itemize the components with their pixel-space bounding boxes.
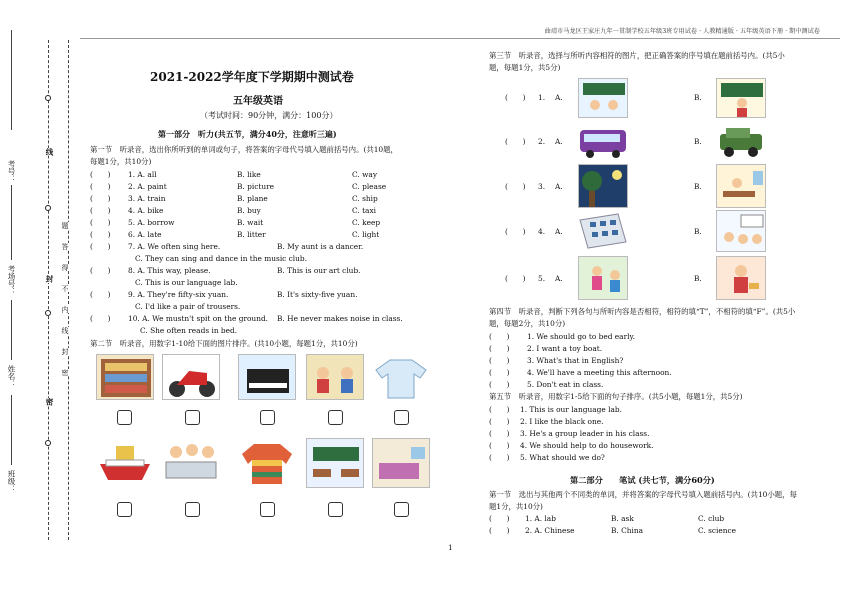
- bus-picture: [578, 124, 628, 160]
- cut-line: [48, 40, 49, 540]
- exam-title: 2021-2022学年度下学期期中测试卷: [150, 70, 354, 84]
- piano-picture: [238, 354, 296, 400]
- answer-bracket[interactable]: ( ): [505, 93, 526, 102]
- inner-char: 答: [61, 243, 69, 250]
- option-c: C. They can sing and dance in the music club.: [135, 254, 308, 263]
- order-box[interactable]: [260, 502, 275, 517]
- sentence: 2. I like the black one.: [520, 417, 604, 426]
- option-b: B. picture: [237, 182, 275, 191]
- ship-picture: [96, 438, 154, 488]
- answer-bracket[interactable]: ( ): [489, 526, 510, 535]
- meeting-picture: [716, 210, 766, 252]
- statement: 4. We'll have a meeting this afternoon.: [527, 368, 672, 377]
- sentence: 3. He's a group leader in his class.: [520, 429, 650, 438]
- teacher-picture: [716, 78, 766, 118]
- statement: 5. Don't eat in class.: [527, 380, 604, 389]
- option-c: C. taxi: [352, 206, 376, 215]
- header-divider: [80, 38, 840, 39]
- option-a: 4. A. bike: [128, 206, 164, 215]
- sentence: 1. This is our language lab.: [520, 405, 622, 414]
- option-c: C. way: [352, 170, 377, 179]
- inner-char: 不: [61, 285, 69, 292]
- eating-picture: [716, 256, 766, 300]
- option-a: A.: [555, 182, 563, 191]
- option-a: 5. A. borrow: [128, 218, 175, 227]
- option-a: A.: [555, 93, 563, 102]
- order-box[interactable]: [117, 410, 132, 425]
- order-box[interactable]: [328, 502, 343, 517]
- option-b: B. It's sixty-five yuan.: [277, 290, 358, 299]
- answer-bracket[interactable]: ( ): [505, 182, 526, 191]
- option-b: B. My aunt is a dancer.: [277, 242, 364, 251]
- answer-bracket[interactable]: ( ): [505, 227, 526, 236]
- binding-hole: [45, 310, 51, 316]
- answer-bracket[interactable]: ( ): [90, 182, 111, 191]
- item-number: 3.: [538, 182, 546, 191]
- option-a: 9. A. They're fifty-six yuan.: [128, 290, 229, 299]
- exam-subtitle: 五年级英语: [233, 96, 283, 107]
- name-underline: [11, 300, 12, 360]
- part1-heading: 第一部分 听力(共五节，满分40分，注意听三遍): [158, 129, 337, 139]
- page-number: 1: [448, 543, 453, 552]
- inner-char: 得: [61, 264, 69, 271]
- motorbike-picture: [162, 354, 220, 400]
- item-number: 2.: [538, 137, 546, 146]
- option-c: C. ship: [352, 194, 378, 203]
- part2-heading: 第二部分 笔试 (共七节，满分60分): [570, 475, 715, 485]
- option-b: B. China: [611, 526, 644, 535]
- cut-word: 线: [45, 148, 54, 156]
- option-b: B. buy: [237, 206, 261, 215]
- sentence: 4. We should help to do housework.: [520, 441, 654, 450]
- option-b: B. wait: [237, 218, 264, 227]
- kaochanghao-label: 考场号：: [7, 265, 16, 295]
- cut-word: 密: [45, 398, 54, 406]
- name-label: 姓名：: [7, 365, 16, 388]
- option-b: B. plane: [237, 194, 268, 203]
- sec1-instruction-cont: 每题1分，共10分): [90, 157, 152, 166]
- order-box[interactable]: [328, 410, 343, 425]
- order-box[interactable]: [394, 502, 409, 517]
- answer-bracket[interactable]: ( ): [489, 417, 510, 426]
- kaohao-label: 考号：: [7, 160, 16, 183]
- class-label: 班级：: [7, 470, 16, 493]
- study-room-picture: [716, 164, 766, 208]
- answer-bracket[interactable]: ( ): [489, 356, 510, 365]
- night-tree-picture: [578, 164, 628, 208]
- option-a: 1. A. lab: [525, 514, 556, 523]
- option-a: 6. A. late: [128, 230, 162, 239]
- answer-bracket[interactable]: ( ): [90, 206, 111, 215]
- inner-char: 密: [61, 369, 69, 376]
- students-picture: [162, 438, 220, 488]
- answer-bracket[interactable]: ( ): [489, 344, 510, 353]
- answer-bracket[interactable]: ( ): [90, 266, 111, 275]
- option-b: B. He never makes noise in class.: [277, 314, 403, 323]
- sec4-instruction-cont: 题，每题2分，共10分): [489, 319, 566, 328]
- classroom-picture: [578, 78, 628, 118]
- option-b: B. litter: [237, 230, 266, 239]
- option-a: 10. A. We mustn't spit on the ground.: [128, 314, 269, 323]
- item-number: 1.: [538, 93, 546, 102]
- option-b: B. This is our art club.: [277, 266, 361, 275]
- option-a: A.: [555, 227, 563, 236]
- binding-hole: [45, 95, 51, 101]
- bookshelf-picture: [96, 354, 154, 400]
- option-a: 2. A. paint: [128, 182, 167, 191]
- option-b: B.: [694, 227, 702, 236]
- bedroom-picture: [372, 438, 430, 488]
- answer-bracket[interactable]: ( ): [90, 170, 111, 179]
- option-c: C. please: [352, 182, 387, 191]
- option-b: B.: [694, 182, 702, 191]
- order-box[interactable]: [394, 410, 409, 425]
- sec4-instruction: 第四节 听录音，判断下列各句与所听内容是否相符，相符的填“T”，不相符的填“F”。(共5小: [489, 307, 796, 316]
- class-underline: [11, 395, 12, 465]
- shirt-picture: [372, 354, 430, 400]
- option-a: 2. A. Chinese: [525, 526, 575, 535]
- kaochanghao-underline: [11, 185, 12, 260]
- answer-bracket[interactable]: ( ): [505, 274, 526, 283]
- statement: 1. We should go to bed early.: [527, 332, 636, 341]
- inner-char: 线: [61, 327, 69, 334]
- sweater-picture: [238, 438, 296, 488]
- answer-bracket[interactable]: ( ): [90, 314, 111, 323]
- answer-bracket[interactable]: ( ): [489, 332, 510, 341]
- answer-bracket[interactable]: ( ): [489, 514, 510, 523]
- sec1-instruction: 第一节 听录音，选出你所听到的单词或句子，将答案的字母代号填入题前括号内。(共10题，: [90, 145, 398, 154]
- sec3-instruction-cont: 题，每题1分，共5分): [489, 63, 561, 72]
- order-box[interactable]: [117, 502, 132, 517]
- sec5-instruction: 第五节 听录音，用数字1-5给下面的句子排序。(共5小题，每题1分，共5分): [489, 392, 743, 401]
- answer-bracket[interactable]: ( ): [489, 453, 510, 462]
- jeep-picture: [716, 124, 766, 160]
- option-a: 7. A. We often sing here.: [128, 242, 221, 251]
- option-a: A.: [555, 137, 563, 146]
- option-c: C. club: [698, 514, 725, 523]
- option-a: 8. A. This way, please.: [128, 266, 211, 275]
- part2-sec1-instruction: 第一节 选出与其他两个不同类的单词，并将答案的字母代号填入题前括号内。(共10小题，每: [489, 490, 797, 499]
- exam-info: （考试时间：90分钟，满分：100分）: [200, 111, 338, 120]
- option-b: B.: [694, 93, 702, 102]
- option-a: 3. A. train: [128, 194, 166, 203]
- item-number: 4.: [538, 227, 546, 236]
- answer-bracket[interactable]: ( ): [90, 218, 111, 227]
- playground-picture: [578, 256, 628, 300]
- option-c: C. I'd like a pair of trousers.: [135, 302, 241, 311]
- sec2-instruction: 第二节 听录音，用数字1-10给下面的图片排序。(共10小题，每题1分，共10分): [90, 339, 358, 348]
- inner-char: 题: [61, 222, 69, 229]
- option-a: 1. A. all: [128, 170, 157, 179]
- option-b: B. ask: [611, 514, 634, 523]
- statement: 2. I want a toy boat.: [527, 344, 603, 353]
- option-c: C. keep: [352, 218, 381, 227]
- item-number: 5.: [538, 274, 546, 283]
- cut-word: 封: [45, 275, 54, 283]
- option-a: A.: [555, 274, 563, 283]
- option-c: C. light: [352, 230, 380, 239]
- kaohao-underline: [11, 30, 12, 130]
- order-box[interactable]: [185, 410, 200, 425]
- answer-bracket[interactable]: ( ): [489, 368, 510, 377]
- binding-hole: [45, 440, 51, 446]
- option-b: B.: [694, 274, 702, 283]
- inner-char: 内: [61, 306, 69, 313]
- classroom-picture: [306, 438, 364, 488]
- order-box[interactable]: [185, 502, 200, 517]
- answer-bracket[interactable]: ( ): [90, 290, 111, 299]
- binding-hole: [45, 205, 51, 211]
- answer-bracket[interactable]: ( ): [489, 405, 510, 414]
- answer-bracket[interactable]: ( ): [489, 429, 510, 438]
- sentence: 5. What should we do?: [520, 453, 605, 462]
- answer-bracket[interactable]: ( ): [90, 194, 111, 203]
- answer-bracket[interactable]: ( ): [489, 441, 510, 450]
- part2-sec1-instruction-cont: 题1分，共10分): [489, 502, 543, 511]
- sec3-instruction: 第三节 听录音，选择与所听内容相符的图片，把正确答案的序号填在题前括号内。(共5小: [489, 51, 785, 60]
- order-box[interactable]: [260, 410, 275, 425]
- option-c: C. science: [698, 526, 737, 535]
- language-lab-picture: [578, 210, 628, 252]
- answer-bracket[interactable]: ( ): [489, 380, 510, 389]
- option-b: B.: [694, 137, 702, 146]
- page-header: 曲靖市马龙区王家庄九年一贯制学校五年级3班专用试卷 · 人教精通版 · 五年级英语下册 · 期中测试卷: [544, 28, 820, 35]
- inner-char: 封: [61, 348, 69, 355]
- option-c: C. This is our language lab.: [135, 278, 238, 287]
- answer-bracket[interactable]: ( ): [90, 230, 111, 239]
- answer-bracket[interactable]: ( ): [505, 137, 526, 146]
- option-c: C. She often reads in bed.: [140, 326, 238, 335]
- option-b: B. like: [237, 170, 261, 179]
- answer-bracket[interactable]: ( ): [90, 242, 111, 251]
- kids-reading-picture: [306, 354, 364, 400]
- statement: 3. What's that in English?: [527, 356, 624, 365]
